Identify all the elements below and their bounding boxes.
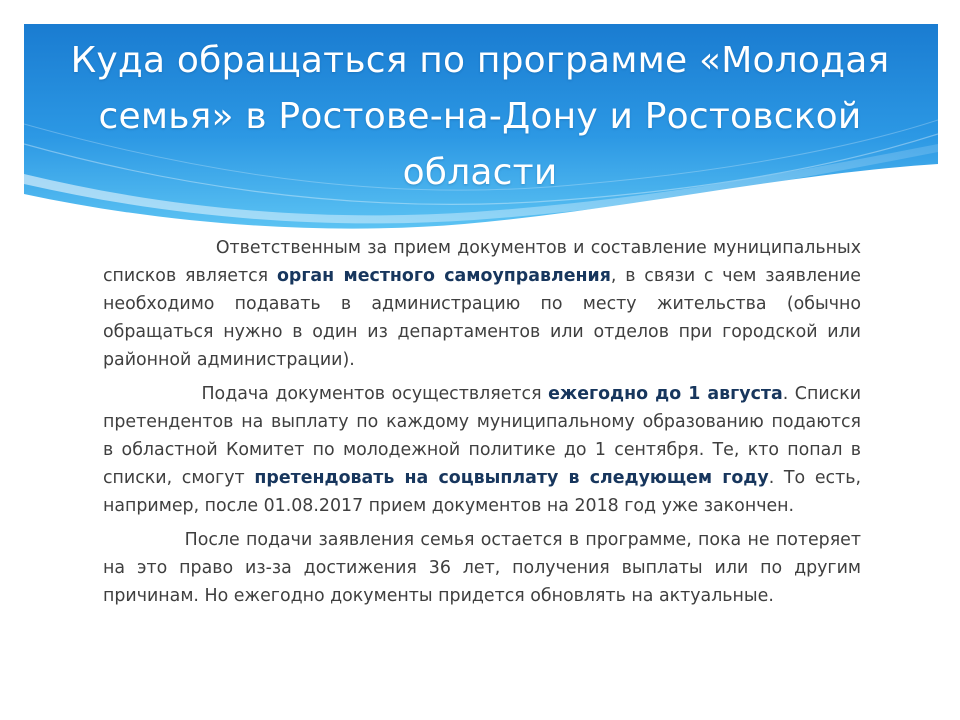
paragraph-text: . То есть, например, после 01.08.2017 прием документов на 2018 год уже закончен. — [103, 468, 862, 516]
paragraph-text: , в связи с чем заявление необходимо подавать в администрацию по месту жительства (обычно обращаться нужно в один из департаментов или отделов при городской или районной администрации). — [103, 266, 861, 370]
emphasis-next-year: претендовать на соцвыплату в следующем году — [254, 468, 769, 488]
paragraph-responsible-body — [103, 234, 861, 374]
paragraph-text: . Списки претендентов на выплату по каждому муниципальному образованию подаются в областной Комитет по молодежной политике до 1 сентября. Те, кто попал в списки, смогут — [103, 384, 861, 488]
paragraph-indent — [103, 238, 216, 258]
body-text — [103, 234, 861, 616]
paragraph-deadlines — [103, 380, 861, 520]
paragraph-indent — [103, 530, 185, 550]
paragraph-text: Подача документов осуществляется — [201, 384, 549, 404]
paragraph-text: Ответственным за прием документов и составление муниципальных списков является — [103, 238, 861, 286]
paragraph-indent — [103, 384, 201, 404]
paragraph-program-status — [103, 526, 861, 610]
slide-title: Куда обращаться по программе «Молодая семья» в Ростове-на-Дону и Ростовской области — [70, 40, 890, 193]
emphasis-local-government: орган местного самоуправления — [276, 266, 611, 286]
emphasis-deadline: ежегодно до 1 августа — [548, 384, 783, 404]
paragraph-text: После подачи заявления семья остается в программе, пока не потеряет на это право из-за достижения 36 лет, получения выплаты или по другим причинам. Но ежегодно документы придется обновлять на актуальные. — [103, 530, 861, 606]
